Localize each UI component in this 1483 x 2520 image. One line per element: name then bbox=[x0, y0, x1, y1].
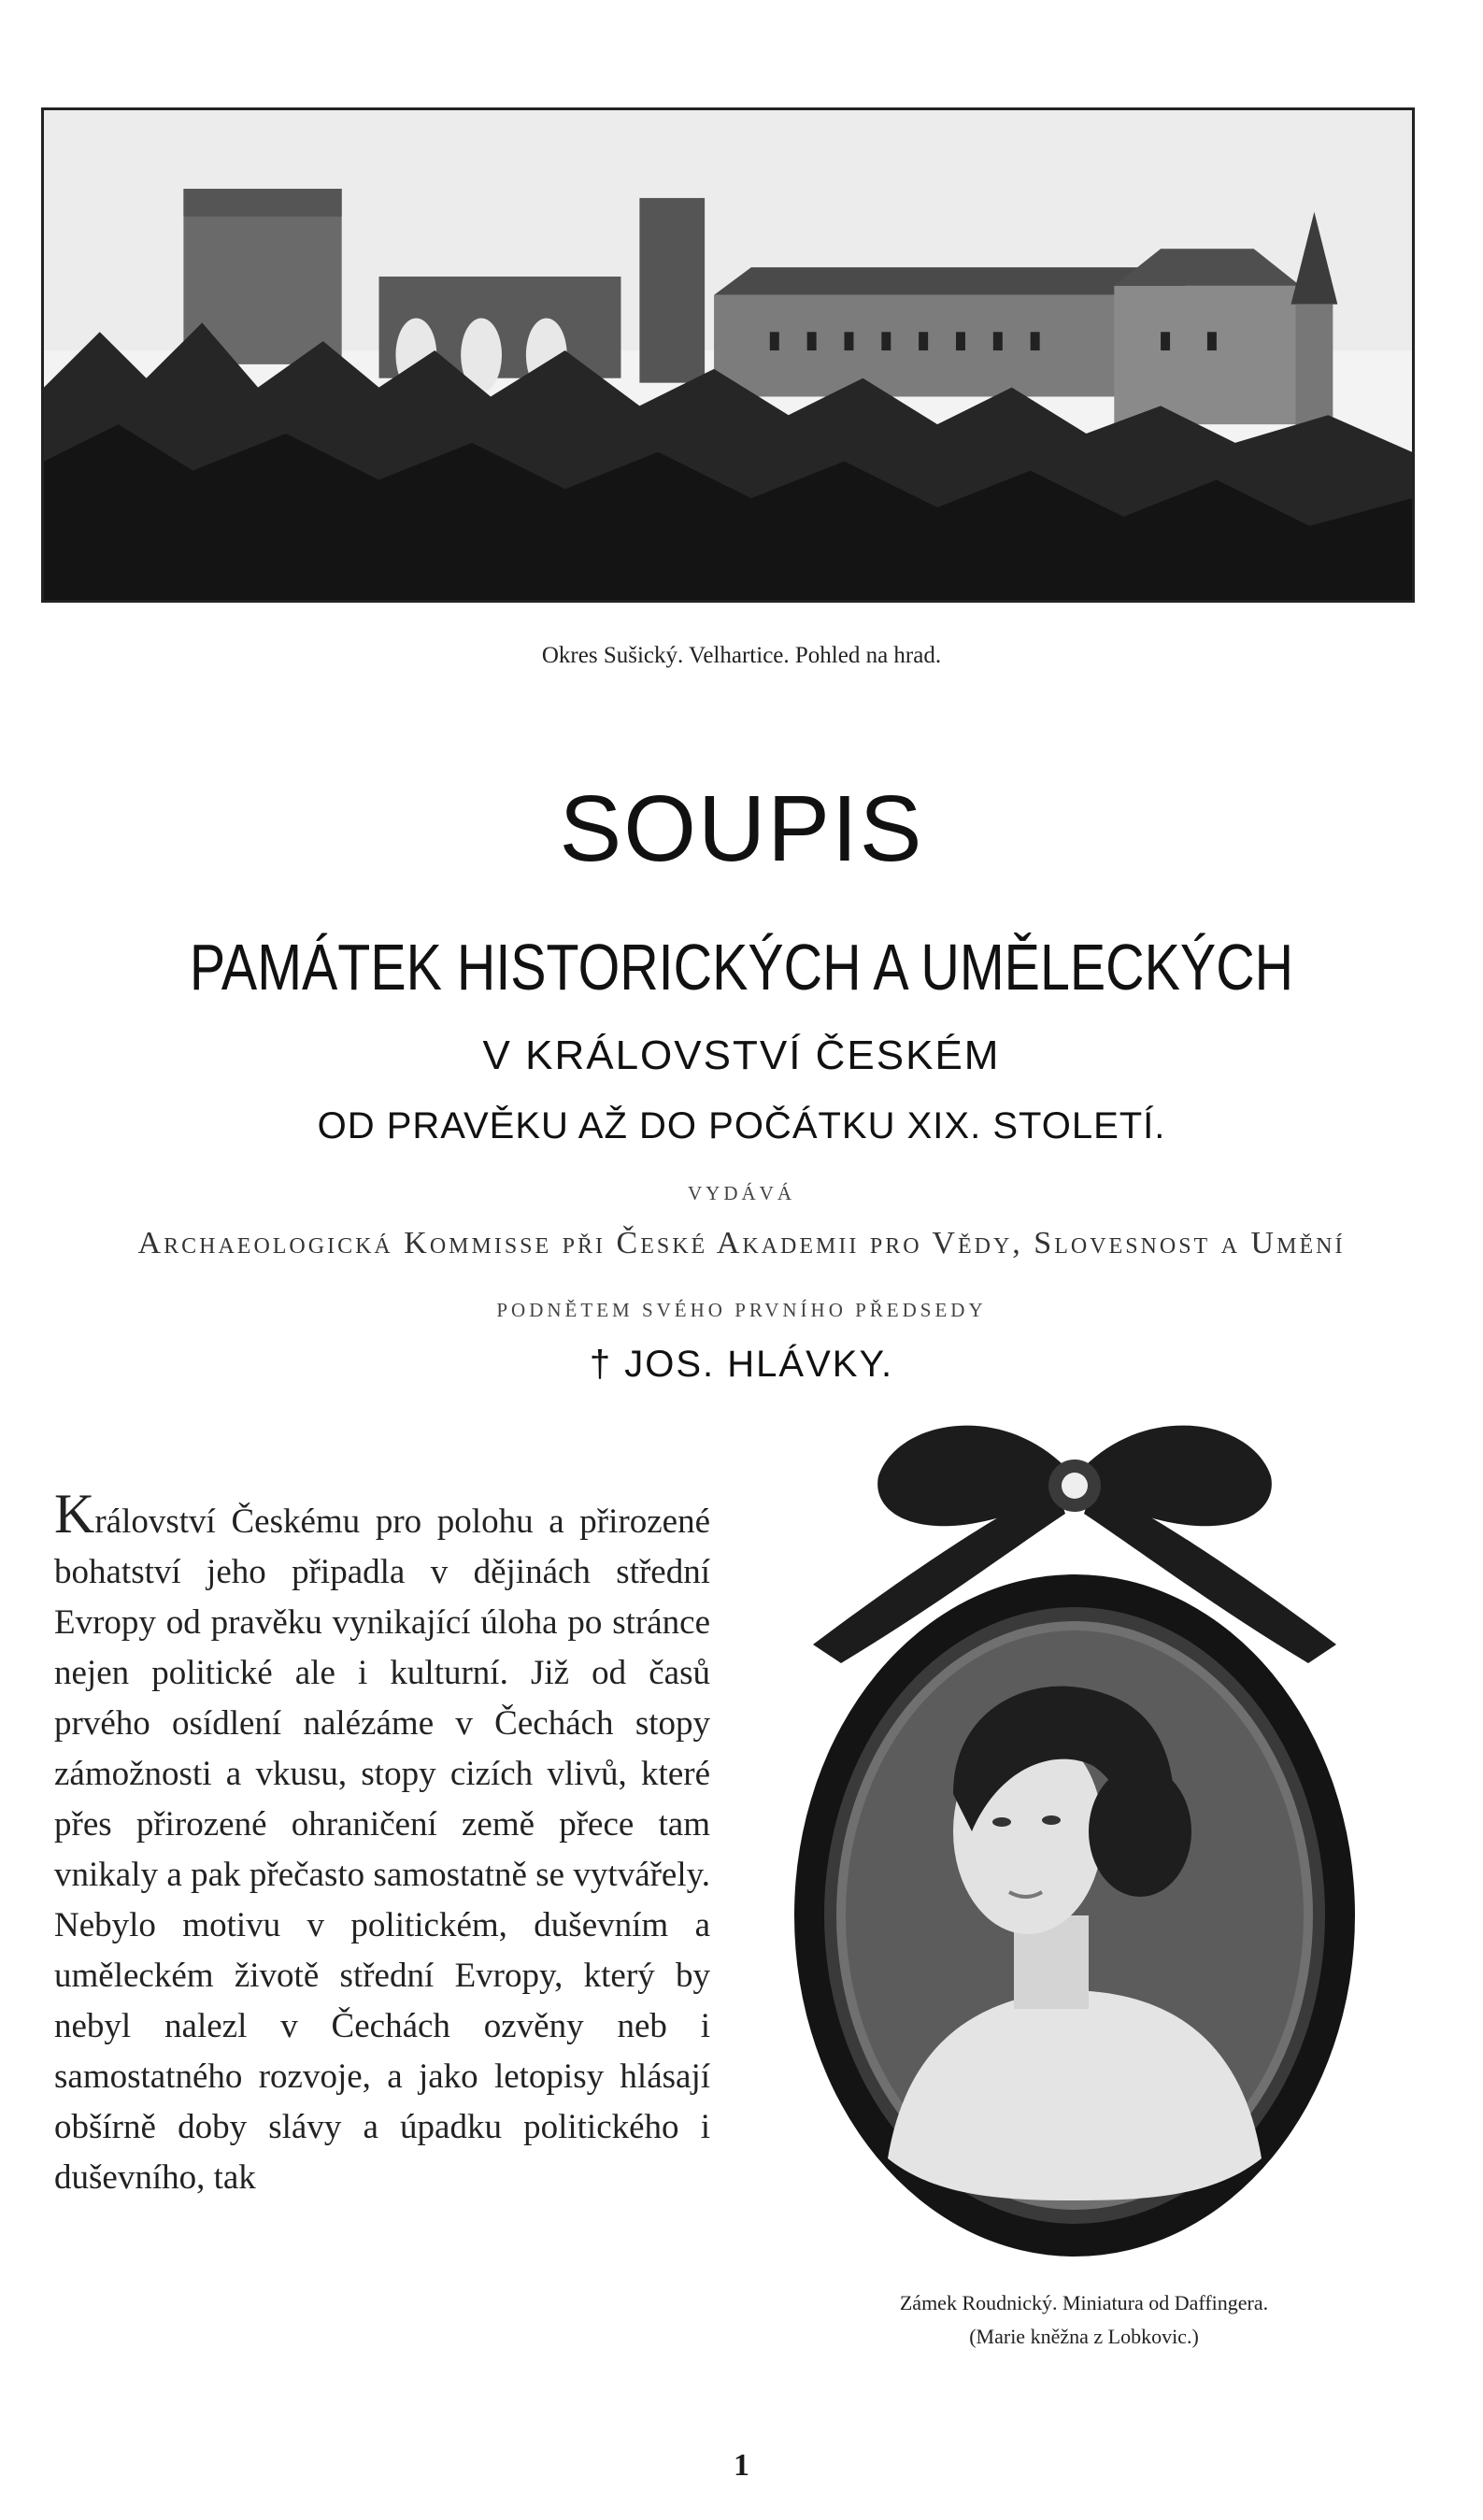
subtitle: PAMÁTEK HISTORICKÝCH A UMĚLECKÝCH bbox=[189, 931, 1294, 1004]
founder-name: † JOS. HLÁVKY. bbox=[589, 1344, 894, 1385]
page-number: 1 bbox=[734, 2448, 749, 2483]
drop-cap: K bbox=[54, 1483, 95, 1545]
kingdom-line: V KRÁLOVSTVÍ ČESKÉM bbox=[482, 1032, 1001, 1078]
initiative-line: PODNĚTEM SVÉHO PRVNÍHO PŘEDSEDY bbox=[496, 1299, 987, 1321]
miniature-caption: Zámek Roudnický. Miniatura od Daffingera. bbox=[899, 2291, 1269, 2314]
miniature-portrait bbox=[785, 1392, 1364, 2261]
main-title: SOUPIS bbox=[559, 776, 924, 881]
period-line: OD PRAVĚKU AŽ DO POČÁTKU XIX. STOLETÍ. bbox=[317, 1105, 1166, 1146]
body-text: rálovství Českému pro polohu a přirozené bohatství jeho připadla v dějinách střední Evropy od pravěku vynikající úloha po stránce nejen politické ale i kulturní. Již od časů prvého osídlení nalézáme v Čechách stopy zámožnosti a vkusu, stopy cizích vlivů, které přes přirozené ohraničení země přece tam vnikaly a pak přečasto samostatně se vytvářely. Nebylo motivu v politickém, duševním a uměleckém životě střední Evropy, který by nebyl nalezl v Čechách ozvěny neb i samostatného rozvoje, a jako letopisy hlásají obšírně doby slávy a úpadku politického i duševního, tak bbox=[54, 1502, 710, 2197]
castle-photograph bbox=[41, 107, 1415, 603]
publisher-name: Archaeologická Kommisse při České Akademii pro Vědy, Slovesnost a Umění bbox=[137, 1226, 1346, 1260]
publisher-label: VYDÁVÁ bbox=[688, 1182, 795, 1204]
photo-caption: Okres Sušický. Velhartice. Pohled na hrad. bbox=[541, 643, 942, 668]
body-paragraph bbox=[54, 1483, 710, 2203]
miniature-caption-subject: (Marie kněžna z Lobkovic.) bbox=[969, 2325, 1199, 2348]
